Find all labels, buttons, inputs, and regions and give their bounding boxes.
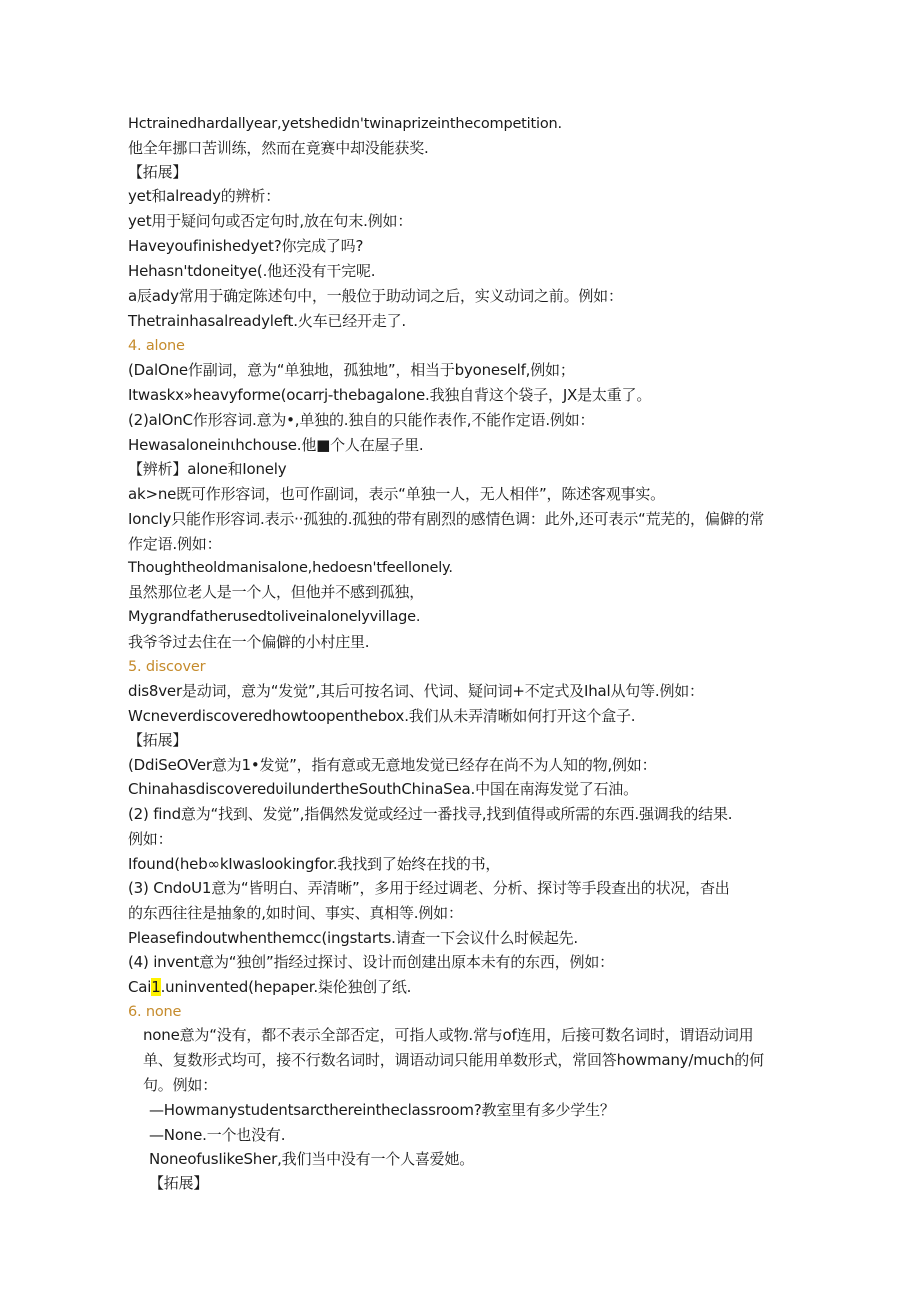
text-line: none意为“没有，都不表示全部否定，可指人或物.常与of连用，后接可数名词时，谓语动词用 [143, 1026, 754, 1044]
text-line: 例如： [128, 830, 173, 848]
text-line: (2) find意为“找到、发觉”,指偶然发觉或经过一番找寻,找到值得或所需的东西.强调我的结果. [128, 805, 733, 823]
text-line: yet用于疑问句或否定句时,放在句末.例如： [128, 212, 413, 230]
text-line: yet和already的辨析： [128, 187, 281, 205]
text-line: Hctrainedhardallyear,yetshedidn'twinaprizeinthecompetition. [128, 116, 562, 132]
text-line: 他全年挪口苦训练，然而在竟赛中却没能获奖. [128, 139, 429, 157]
section-bracket-heading: 【拓展】 [149, 1174, 209, 1192]
numbered-heading: 6. none [128, 1004, 182, 1020]
text-line: —None.一个也没有. [149, 1126, 286, 1144]
text-line: Thetrainhasalreadyleft.火车已经开走了. [128, 312, 406, 330]
section-bracket-heading: 【辨析】alone和Ionely [128, 460, 287, 478]
text-line: Mygrandfatherusedtoliveinalonelyvillage. [128, 609, 421, 625]
text-line: Hehasn'tdoneitye(.他还没有干完呢. [128, 262, 376, 280]
section-bracket-heading: 【拓展】 [128, 163, 188, 181]
text-line: Thoughtheoldmanisalone,hedoesn'tfeellonely. [128, 560, 453, 576]
text-line: ChinahasdiscoveredυilundertheSouthChinaSea.中国在南海发觉了石油。 [128, 780, 638, 798]
text-line: Pleasefindoutwhenthemcc(ingstarts.请查一下会议什么时候起先. [128, 929, 578, 947]
text-line: 虽然那位老人是一个人，但他并不感到孤独， [128, 583, 425, 601]
text-line: 的东西往往是抽象的,如时间、事实、真相等.例如： [128, 904, 463, 922]
text-line: (DdiSeOVer意为1•发觉”，指有意或无意地发觉已经存在尚不为人知的物,例如： [128, 756, 657, 774]
text-line: 作定语.例如： [128, 535, 222, 553]
text-line: Ioncly只能作形容词.表示··孤独的.孤独的带有剧烈的感情色调：此外,还可表示“荒芜的，偏僻的常 [128, 510, 765, 528]
text-line: (2)alOnC作形容词.意为•,单独的.独自的只能作表作,不能作定语.例如： [128, 411, 595, 429]
text-line-highlighted: Cai1.uninvented(hepaper.柒伦独创了纸. [128, 978, 412, 996]
text-line: NoneofusIikeSher,我们当中没有一个人喜爱她。 [149, 1150, 475, 1168]
text-line: Itwaskx»heavyforme(ocarrj-thebagalone.我独自背这个袋子，JX是太重了。 [128, 386, 652, 404]
text-line: dis8ver是动词，意为“发觉”,其后可按名词、代词、疑问词+不定式及Ihal从句等.例如： [128, 682, 704, 700]
text-line: 我爷爷过去住在一个偏僻的小村庄里. [128, 633, 370, 651]
text-line: —Howmanystudentsarcthereintheclassroom?教室里有多少学生？ [149, 1101, 615, 1119]
text-line: a辰ady常用于确定陈述句中，一般位于助动词之后，实义动词之前。例如： [128, 287, 623, 305]
text-line: (4) invent意为“独创”指经过探讨、设计而创建出原本未有的东西，例如： [128, 953, 614, 971]
text-line: Haveyoufinishedyet?你完成了吗? [128, 237, 364, 255]
text-line: 句。例如： [143, 1076, 218, 1094]
text-line: ak>ne既可作形容词，也可作副词，表示“单独一人，无人相伴”，陈述客观事实。 [128, 485, 665, 503]
text-line: 单、复数形式均可，接不行数名词时，调语动词只能用单数形式，常回答howmany/much的何 [143, 1051, 764, 1069]
highlight-mark: 1 [151, 978, 161, 996]
text-line: Hewasaloneinιhchouse.他■个人在屋子里. [128, 436, 424, 454]
text-line: Ifound(heb∞kIwaslookingfor.我找到了始终在找的书， [128, 855, 501, 873]
section-bracket-heading: 【拓展】 [128, 731, 188, 749]
text-line: Wcneverdiscoveredhowtoopenthebox.我们从未弄清晰如何打开这个盒子. [128, 707, 636, 725]
text-line: (3) CndoU1意为“皆明白、弄清晰”，多用于经过调老、分析、探讨等手段查出的状况，杳出 [128, 879, 730, 897]
text-line: (DalOne作副词，意为“单独地，孤独地”，相当于byoneself,例如； [128, 361, 575, 379]
numbered-heading: 4. alone [128, 338, 185, 354]
numbered-heading: 5. discover [128, 659, 206, 675]
